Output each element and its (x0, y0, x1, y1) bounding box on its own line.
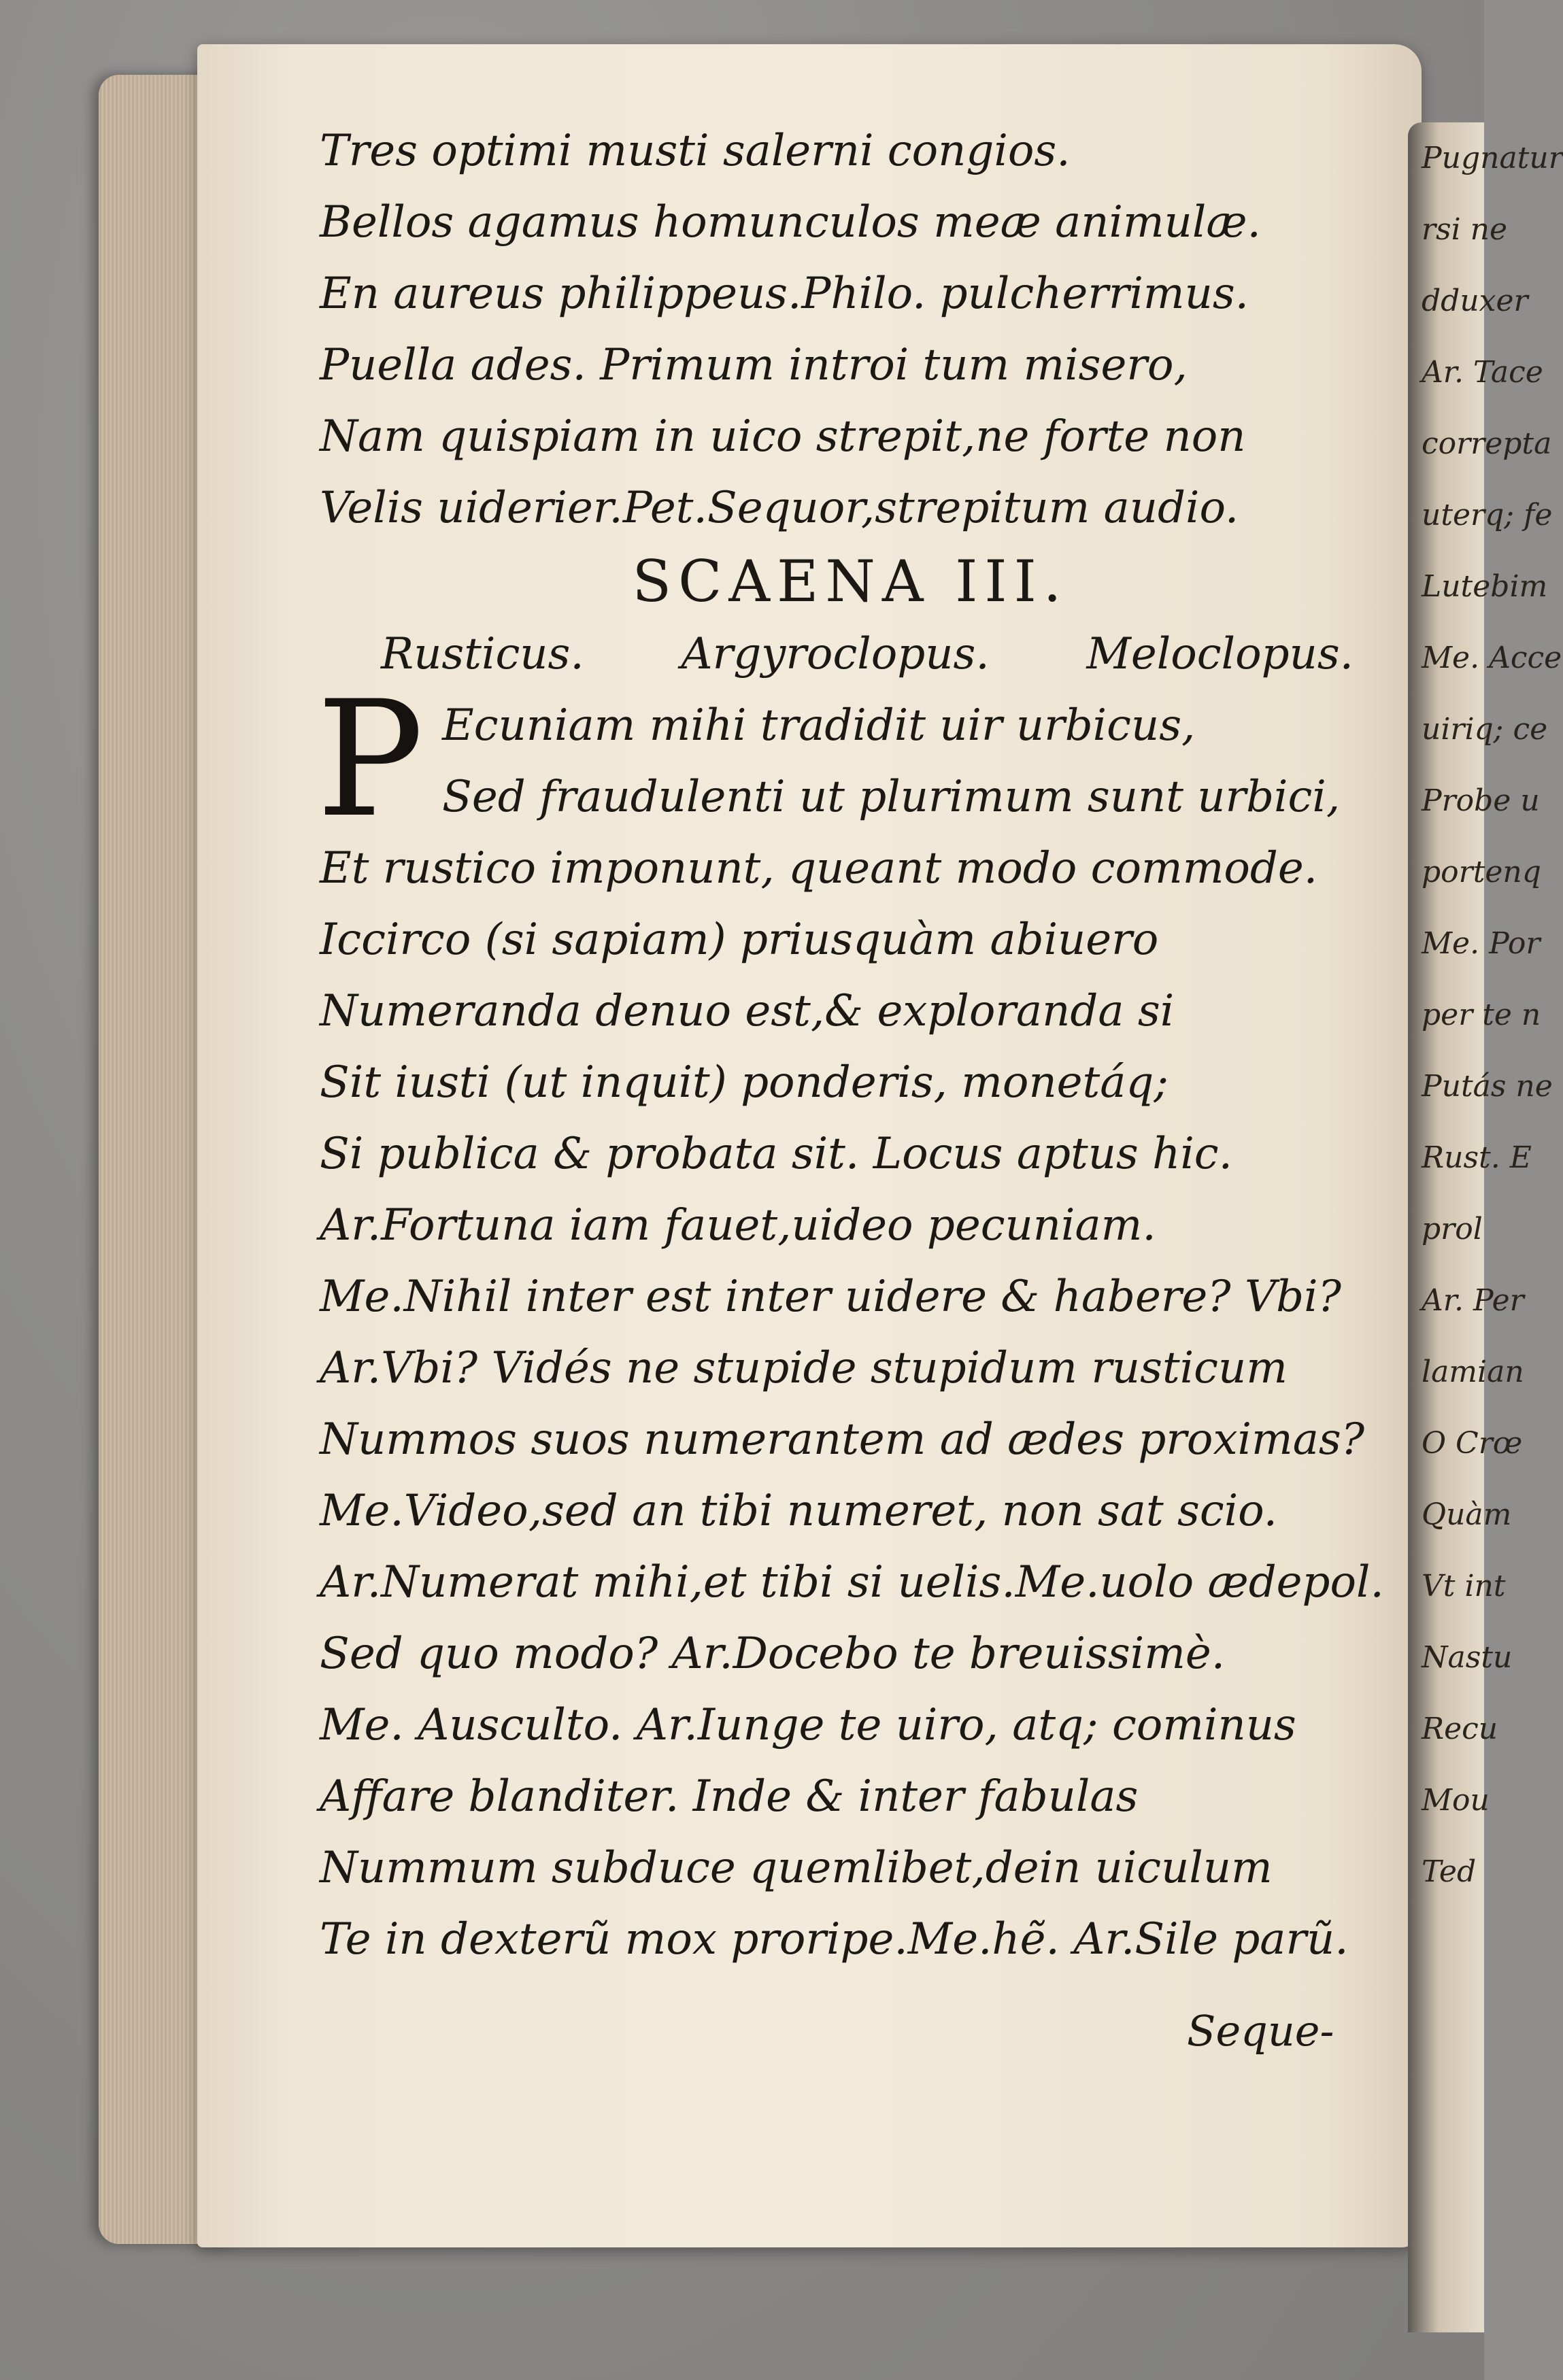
character-name: Meloclopus. (1086, 629, 1354, 679)
text-line: Nummum subduce quemlibet,dein uiculum (320, 1843, 1273, 1893)
facing-line: Rust. E (1422, 1140, 1532, 1175)
text-line: Ar.Vbi? Vidés ne stupide stupidum rusticum (320, 1343, 1288, 1393)
facing-line: correpta (1422, 426, 1552, 461)
facing-line: Ar. Tace (1422, 355, 1543, 390)
facing-line: Me. Acce (1422, 641, 1562, 675)
text-line: Si publica & probata sit. Locus aptus hic. (320, 1129, 1232, 1179)
text-line: Sit iusti (ut inquit) ponderis, monetáq; (320, 1057, 1169, 1108)
facing-line: prol (1422, 1212, 1483, 1246)
character-name: Argyroclopus. (681, 629, 990, 679)
text-line: Nam quispiam in uico strepit,ne forte non (320, 411, 1246, 462)
text-line: Me.Nihil inter est inter uidere & habere? Vbi? (320, 1272, 1341, 1322)
text-line: Ar.Numerat mihi,et tibi si uelis.Me.uolo ædepol. (320, 1557, 1384, 1608)
facing-line: Nastu (1422, 1640, 1513, 1675)
text-line: Iccirco (si sapiam) priusquàm abiuero (320, 915, 1159, 965)
character-name: Rusticus. (381, 629, 584, 679)
scene-heading: SCAENA III. (632, 548, 1069, 615)
text-line: Sed fraudulenti ut plurimum sunt urbici, (442, 772, 1341, 822)
facing-line: Recu (1422, 1712, 1498, 1746)
dropcap-letter: P (316, 667, 424, 853)
text-line: En aureus philippeus.Philo. pulcherrimus. (320, 269, 1249, 319)
text-line: Numeranda denuo est,& exploranda si (320, 986, 1175, 1036)
text-line: Affare blanditer. Inde & inter fabulas (320, 1771, 1139, 1822)
text-line: Velis uiderier.Pet.Sequor,strepitum audio. (320, 483, 1239, 533)
facing-line: Putás ne (1422, 1069, 1553, 1104)
facing-line: Vt int (1422, 1569, 1506, 1603)
facing-line: Probe u (1422, 783, 1540, 818)
facing-line: Ted (1422, 1854, 1477, 1889)
facing-line: Lutebim (1422, 569, 1548, 604)
text-line: Me.Video,sed an tibi numeret, non sat scio. (320, 1486, 1277, 1536)
facing-line: Ar. Per (1422, 1283, 1524, 1318)
page-text (316, 116, 1384, 1975)
text-line: Me. Ausculto. Ar.Iunge te uiro, atq; cominus (320, 1700, 1296, 1750)
facing-line: uiriq; ce (1422, 712, 1548, 747)
catchword: Seque- (1187, 2006, 1334, 2056)
facing-line: lamian (1422, 1355, 1524, 1389)
text-line: Bellos agamus homunculos meæ animulæ. (320, 197, 1261, 248)
text-line: Ar.Fortuna iam fauet,uideo pecuniam. (320, 1200, 1156, 1251)
facing-line: per te n (1422, 998, 1541, 1032)
facing-line: rsi ne (1422, 212, 1508, 247)
facing-line: Mou (1422, 1783, 1490, 1818)
facing-line: Quàm (1422, 1497, 1512, 1532)
text-line: Te in dexterũ mox proripe.Me.hẽ. Ar.Sile parũ. (320, 1914, 1349, 1965)
dropcap-paragraph (316, 667, 1354, 853)
facing-page-text (1422, 122, 1563, 1907)
facing-line: O Crœ (1422, 1426, 1523, 1461)
facing-line: portenq (1422, 855, 1541, 889)
text-line: Tres optimi musti salerni congios. (320, 126, 1071, 176)
facing-line: uterq; fe (1422, 498, 1553, 532)
text-line: Ecuniam mihi tradidit uir urbicus, (442, 700, 1196, 751)
character-list (320, 619, 1354, 690)
facing-line: Pugnatur (1422, 141, 1563, 175)
facing-line: dduxer (1422, 284, 1528, 318)
text-line: Sed quo modo? Ar.Docebo te breuissimè. (320, 1629, 1226, 1679)
text-line: Puella ades. Primum introi tum misero, (320, 340, 1188, 390)
text-line: Et rustico imponunt, queant modo commode. (320, 843, 1318, 894)
text-line: Nummos suos numerantem ad ædes proximas? (320, 1414, 1364, 1465)
facing-line: Me. Por (1422, 926, 1541, 961)
